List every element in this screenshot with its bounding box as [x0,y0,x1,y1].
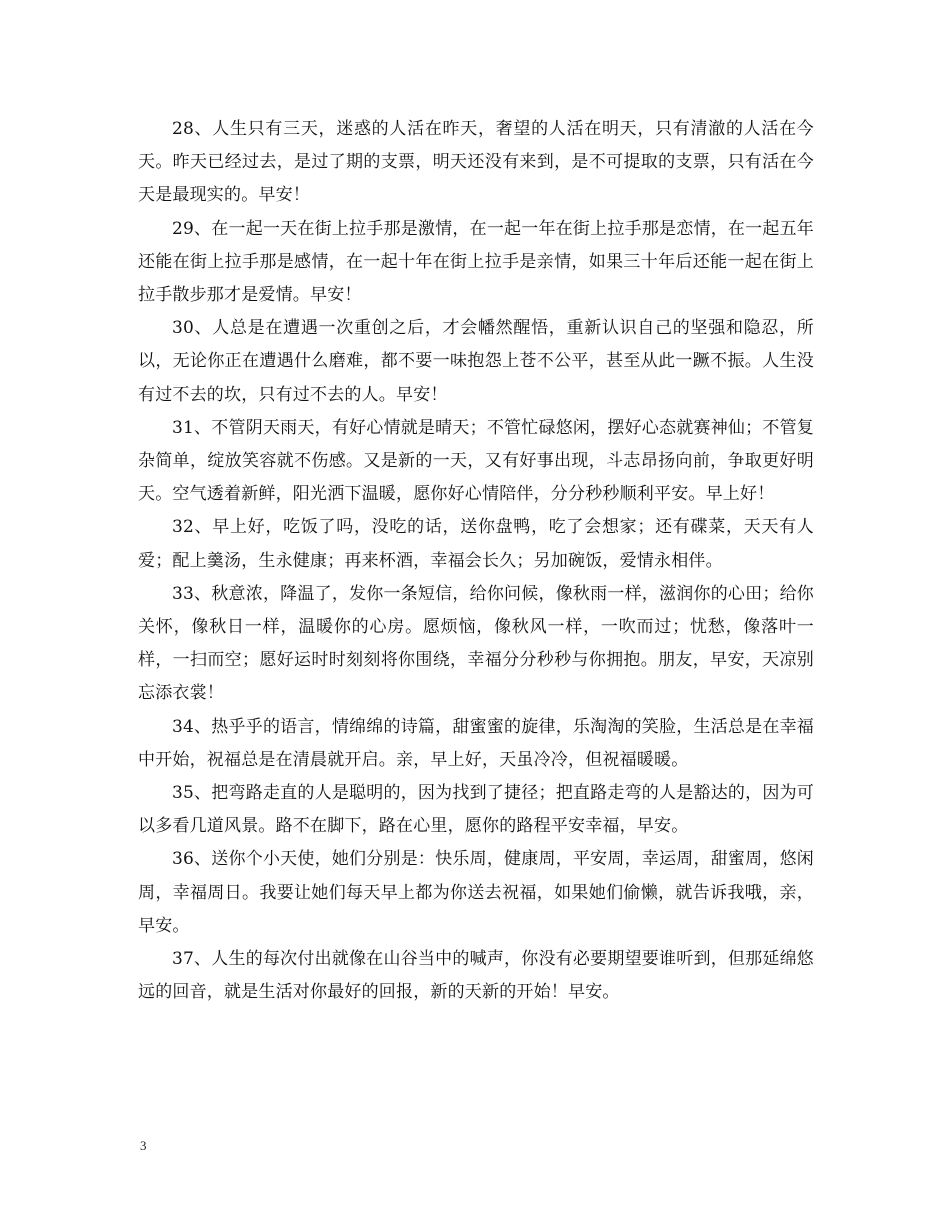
paragraph-37: 37、人生的每次付出就像在山谷当中的喊声，你没有必要期望要谁听到，但那延绵悠远的回音，就是生活对你最好的回报，新的天新的开始！早安。 [138,949,814,1003]
paragraph-33: 33、秋意浓，降温了，发你一条短信，给你问候，像秋雨一样，滋润你的心田；给你关怀，像秋日一样，温暖你的心房。愿烦恼，像秋风一样，一吹而过；忧愁，像落叶一样，一扫而空；愿好运时时刻刻将你围绕，幸福分分秒秒与你拥抱。朋友，早安，天凉别忘添衣裳！ [138,583,814,704]
paragraph-34: 34、热乎乎的语言，情绵绵的诗篇，甜蜜蜜的旋律，乐淘淘的笑脸，生活总是在幸福中开始，祝福总是在清晨就开启。亲，早上好，天虽冷冷，但祝福暖暖。 [138,716,814,770]
paragraph-30: 30、人总是在遭遇一次重创之后，才会幡然醒悟，重新认识自己的坚强和隐忍，所以，无论你正在遭遇什么磨难，都不要一味抱怨上苍不公平，甚至从此一蹶不振。人生没有过不去的坎，只有过不去的人。早安！ [138,318,814,405]
paragraph-35: 35、把弯路走直的人是聪明的，因为找到了捷径；把直路走弯的人是豁达的，因为可以多看几道风景。路不在脚下，路在心里，愿你的路程平安幸福，早安。 [138,783,814,837]
paragraph-28: 28、人生只有三天，迷惑的人活在昨天，奢望的人活在明天，只有清澈的人活在今天。昨天已经过去，是过了期的支票，明天还没有来到，是不可提取的支票，只有活在今天是最现实的。早安！ [138,119,814,206]
paragraph-31: 31、不管阴天雨天，有好心情就是晴天；不管忙碌悠闲，摆好心态就赛神仙；不管复杂简单，绽放笑容就不伤感。又是新的一天，又有好事出现，斗志昂扬向前，争取更好明天。空气透着新鲜，阳光洒下温暖，愿你好心情陪伴，分分秒秒顺利平安。早上好！ [138,417,814,505]
paragraph-32: 32、早上好，吃饭了吗，没吃的话，送你盘鸭，吃了会想家；还有碟菜，天天有人爱；配上羹汤，生永健康；再来杯酒，幸福会长久；另加碗饭，爱情永相伴。 [138,517,814,571]
paragraph-29: 29、在一起一天在街上拉手那是激情，在一起一年在街上拉手那是恋情，在一起五年还能在街上拉手那是感情，在一起十年在街上拉手是亲情，如果三十年后还能一起在街上拉手散步那才是爱情。早安！ [138,218,814,306]
paragraph-36: 36、送你个小天使，她们分别是：快乐周，健康周，平安周，幸运周，甜蜜周，悠闲周，幸福周日。我要让她们每天早上都为你送去祝福，如果她们偷懒，就告诉我哦，亲，早安。 [138,849,814,936]
document-body [138,113,814,1009]
page-number: 3 [140,1138,147,1153]
